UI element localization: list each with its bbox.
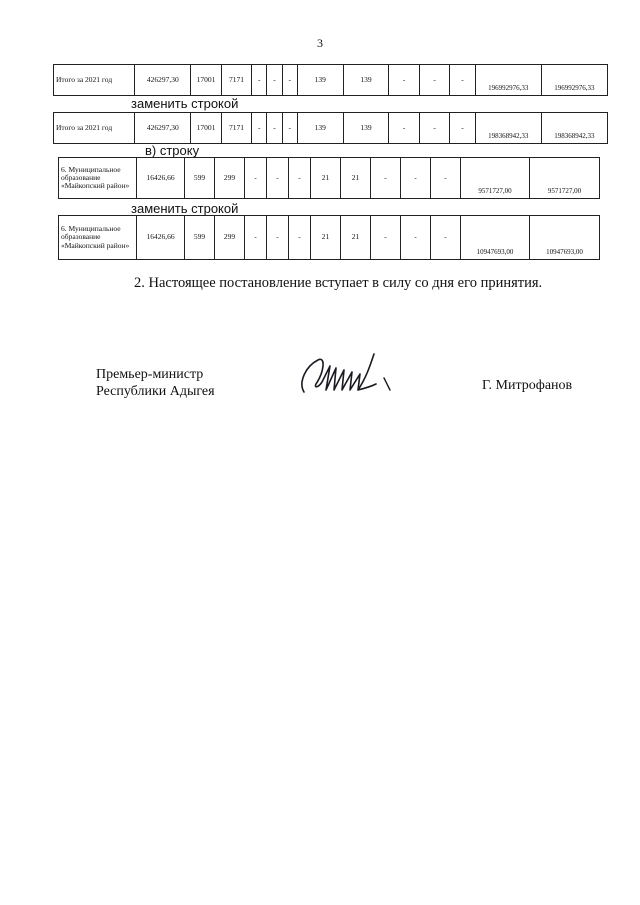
table-cell: 6. Муниципальное образование «Майкопский район» xyxy=(59,216,137,260)
table-cell: 139 xyxy=(343,113,389,144)
table-row-total-replacement xyxy=(53,112,608,144)
table-cell: - xyxy=(450,113,475,144)
table-cell: 7171 xyxy=(221,113,251,144)
table-cell: - xyxy=(371,216,401,260)
table-cell: - xyxy=(371,158,401,199)
signatory-title xyxy=(96,366,215,400)
table-cell: - xyxy=(419,65,449,96)
table-cell: - xyxy=(450,65,475,96)
signatory-title-line2: Республики Адыгея xyxy=(96,384,215,399)
table-cell: 196992976,33 xyxy=(475,65,541,96)
table-cell: - xyxy=(267,113,282,144)
table-row-municipality-original xyxy=(58,157,600,199)
table-cell: 139 xyxy=(343,65,389,96)
table-cell: 21 xyxy=(311,158,341,199)
table-cell: 7171 xyxy=(221,65,251,96)
table-cell: 299 xyxy=(215,216,245,260)
table-cell: Итого за 2021 год xyxy=(54,113,135,144)
page-number: 3 xyxy=(317,36,323,50)
table-cell: 9571727,00 xyxy=(530,158,600,199)
table-cell: 17001 xyxy=(191,65,221,96)
table-cell: 6. Муниципальное образование «Майкопский район» xyxy=(59,158,137,199)
clause-text: 2. Настоящее постановление вступает в силу со дня его принятия. xyxy=(134,275,543,291)
table-cell: 198368942,33 xyxy=(475,113,541,144)
table-cell: - xyxy=(267,216,289,260)
table-row-total-original xyxy=(53,64,608,96)
table-cell: 21 xyxy=(341,158,371,199)
table-cell: - xyxy=(245,158,267,199)
table-cell: - xyxy=(431,158,461,199)
table-cell: 198368942,33 xyxy=(541,113,607,144)
table-cell: 426297,30 xyxy=(135,65,191,96)
table-row-municipality-replacement xyxy=(58,215,600,260)
table-cell: 599 xyxy=(185,158,215,199)
table-cell: 9571727,00 xyxy=(461,158,530,199)
handwritten-signature xyxy=(296,348,408,404)
caption-replace: заменить строкой xyxy=(131,96,239,111)
table-cell: - xyxy=(401,216,431,260)
caption-replace: заменить строкой xyxy=(131,201,239,216)
table-cell: - xyxy=(401,158,431,199)
table-cell: - xyxy=(289,216,311,260)
table-cell: - xyxy=(282,113,297,144)
table-cell: 21 xyxy=(311,216,341,260)
caption-in-row: в) строку xyxy=(145,143,200,158)
table-cell: - xyxy=(252,65,267,96)
table-cell: 299 xyxy=(215,158,245,199)
table-cell: 21 xyxy=(341,216,371,260)
table-cell: - xyxy=(282,65,297,96)
table-cell: - xyxy=(245,216,267,260)
signatory-title-line1: Премьер-министр xyxy=(96,367,204,382)
table-cell: 426297,30 xyxy=(135,113,191,144)
table-cell: 196992976,33 xyxy=(541,65,607,96)
table-cell: 139 xyxy=(297,113,343,144)
table-cell: - xyxy=(267,158,289,199)
table-cell: - xyxy=(267,65,282,96)
table-cell: 16426,66 xyxy=(137,216,185,260)
table-cell: - xyxy=(289,158,311,199)
table-cell: Итого за 2021 год xyxy=(54,65,135,96)
signatory-name: Г. Митрофанов xyxy=(482,378,573,393)
table-cell: - xyxy=(419,113,449,144)
table-cell: 139 xyxy=(297,65,343,96)
table-cell: - xyxy=(252,113,267,144)
table-cell: - xyxy=(389,113,419,144)
table-cell: 599 xyxy=(185,216,215,260)
table-cell: 17001 xyxy=(191,113,221,144)
table-cell: - xyxy=(431,216,461,260)
table-cell: 10947693,00 xyxy=(530,216,600,260)
table-cell: 16426,66 xyxy=(137,158,185,199)
table-cell: 10947693,00 xyxy=(461,216,530,260)
table-cell: - xyxy=(389,65,419,96)
